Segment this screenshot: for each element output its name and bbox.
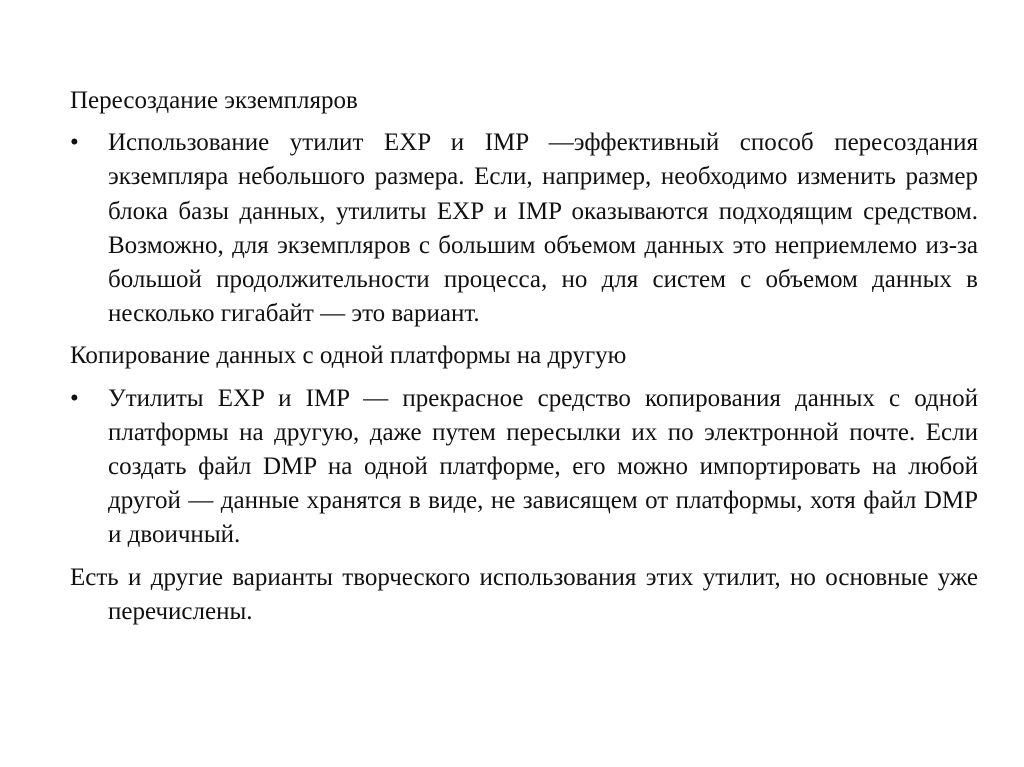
section-heading-copy-data: Копирование данных с одной платформы на другую [70, 342, 627, 370]
closing-paragraph: Есть и другие варианты творческого использования этих утилит, но основные уже перечислены. [70, 563, 978, 625]
bullet-icon: • [70, 384, 79, 412]
bullet-text: Утилиты EXP и IMP — прекрасное средство копирования данных с одной платформы на другую, даже путем пересылки их по электронной почте. Если создать файл DMP на одной платформе, его можно импортировать на любой другой — данные хранятся в виде, не зависящем от платформы, хотя файл DMP и двоичный. [108, 384, 978, 549]
bullet-icon: • [70, 129, 79, 157]
bullet-text: Использование утилит EXP и IMP —эффективный способ пересоздания экземпляра небольшого размера. Если, например, необходимо изменить размер блока базы данных, утилиты EXP и IMP оказываются подходящим средством. Возможно, для экземпляров с большим объемом данных это неприемлемо из-за большой продолжительности процесса, но для систем с объемом данных в несколько гигабайт — это вариант. [108, 129, 978, 328]
bullet-item-copy-data [70, 382, 978, 553]
bullet-item-recreate-instances [70, 126, 978, 331]
section-heading-recreate-instances: Пересоздание экземпляров [70, 87, 358, 114]
slide-content [70, 84, 978, 629]
